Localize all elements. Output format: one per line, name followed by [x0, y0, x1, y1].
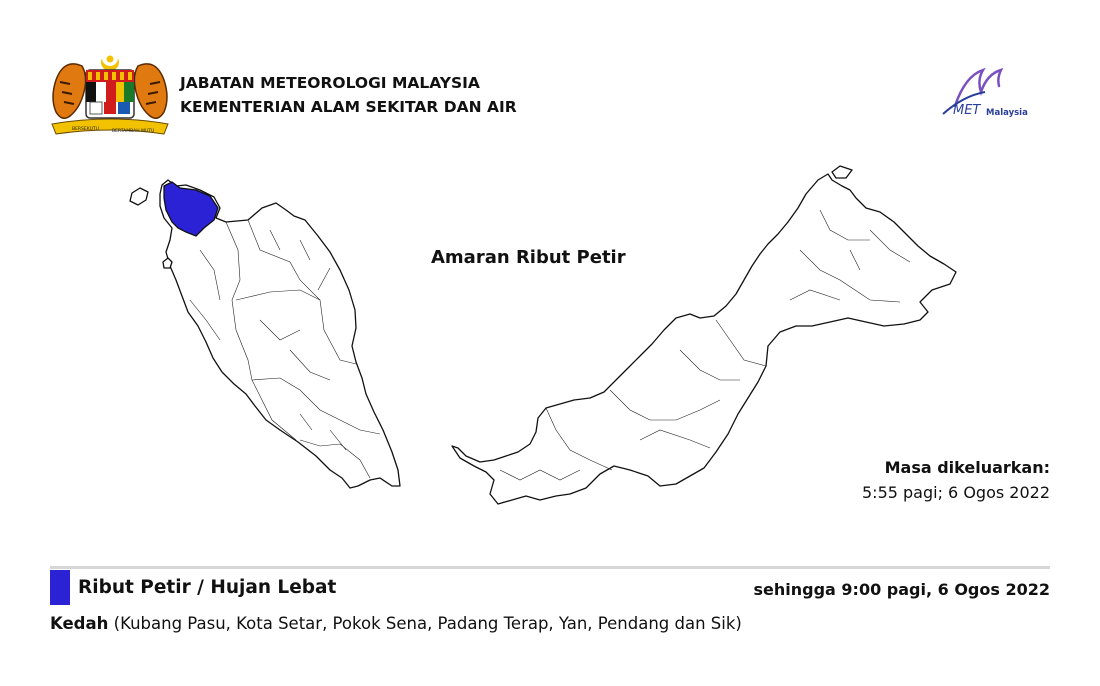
warning-area [50, 614, 742, 633]
warning-state: Kedah [50, 614, 109, 633]
langkawi-island [130, 188, 148, 205]
sabah-island [832, 166, 852, 178]
warning-type: Ribut Petir / Hujan Lebat [78, 577, 337, 598]
issued-info [862, 455, 1050, 505]
svg-text:BERTAMBAH MUTU: BERTAMBAH MUTU [112, 129, 155, 134]
issued-value: 5:55 pagi; 6 Ogos 2022 [862, 483, 1050, 502]
warning-color-bar [50, 570, 70, 605]
org-ministry: KEMENTERIAN ALAM SEKITAR DAN AIR [180, 98, 517, 116]
issued-label: Masa dikeluarkan: [884, 458, 1050, 477]
map-title: Amaran Ribut Petir [431, 247, 626, 268]
svg-text:BERSEKUTU: BERSEKUTU [72, 127, 99, 132]
warning-valid-until: sehingga 9:00 pagi, 6 Ogos 2022 [753, 580, 1050, 599]
svg-text:MET: MET [953, 103, 981, 118]
org-title: JABATAN METEOROLOGI MALAYSIA [180, 74, 480, 92]
svg-text:Malaysia: Malaysia [986, 108, 1028, 118]
warning-districts: (Kubang Pasu, Kota Setar, Pokok Sena, Padang Terap, Yan, Pendang dan Sik) [113, 614, 742, 633]
divider [50, 566, 1050, 569]
